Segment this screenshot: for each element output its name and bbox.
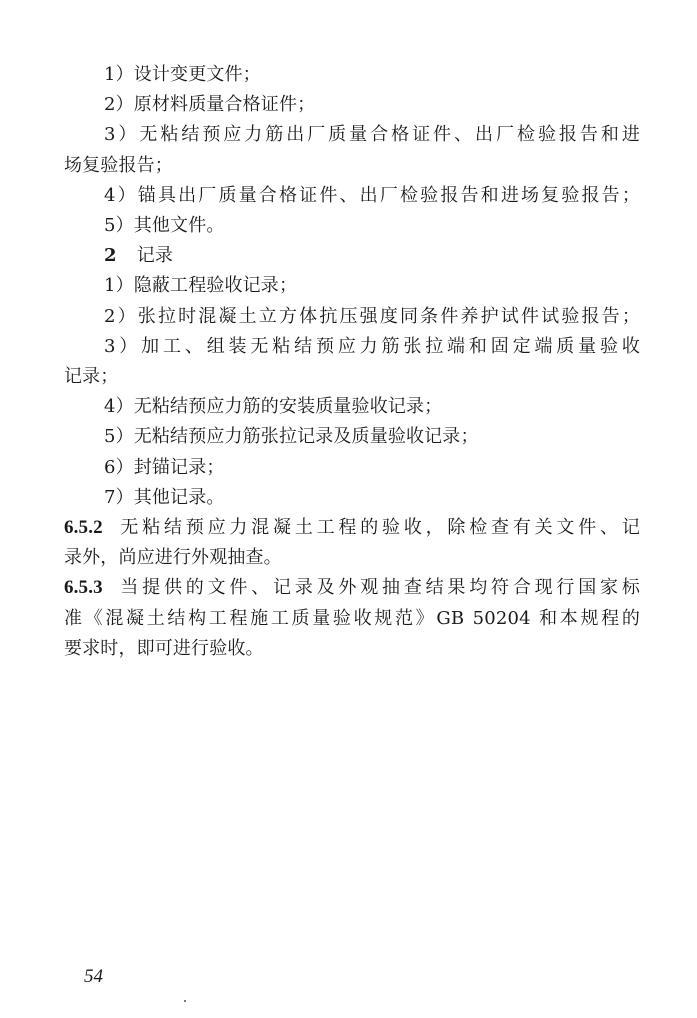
clause-6-5-3: [64, 573, 640, 603]
scan-speck: [184, 1000, 186, 1002]
clause-number: 6.5.3: [64, 577, 103, 599]
list-item: 1）隐蔽工程验收记录；: [104, 275, 298, 297]
list-item: 3）加工、组装无粘结预应力筋张拉端和固定端质量验收: [104, 335, 640, 357]
clause-6-5-2: [64, 513, 640, 543]
list-item: 5）无粘结预应力筋张拉记录及质量验收记录；: [104, 426, 479, 448]
list-item-continuation: 场复验报告；: [64, 154, 173, 176]
clause-text: 无粘结预应力混凝土工程的验收，除检查有关文件、记: [116, 517, 640, 539]
list-item: 4）无粘结预应力筋的安装质量验收记录；: [104, 396, 443, 418]
list-item: 3）无粘结预应力筋出厂质量合格证件、出厂检验报告和进: [104, 124, 640, 146]
clause-text-continuation: 要求时，即可进行验收。: [64, 637, 264, 659]
heading-text: 记录: [136, 245, 173, 267]
page-number: 54: [84, 966, 103, 987]
heading-number: 2: [104, 245, 117, 267]
clause-text: 当提供的文件、记录及外观抽查结果均符合现行国家标: [116, 577, 640, 599]
clause-text-continuation: 录外，尚应进行外观抽查。: [64, 547, 282, 569]
list-item: 2）原材料质量合格证件；: [104, 94, 316, 116]
section-heading: [64, 241, 640, 271]
list-item-continuation: 记录；: [64, 366, 119, 388]
clause-text-continuation: 准《混凝土结构工程施工质量验收规范》GB 50204 和本规程的: [64, 607, 640, 629]
list-item: 6）封锚记录；: [104, 456, 225, 478]
list-item: 2）张拉时混凝土立方体抗压强度同条件养护试件试验报告；: [104, 305, 640, 327]
list-item: 1）设计变更文件；: [104, 64, 261, 85]
clause-number: 6.5.2: [64, 517, 103, 539]
list-item: 4）锚具出厂质量合格证件、出厂检验报告和进场复验报告；: [104, 184, 640, 206]
list-item: 5）其他文件。: [104, 215, 225, 237]
list-item: 7）其他记录。: [104, 486, 225, 508]
document-body: [64, 60, 640, 664]
